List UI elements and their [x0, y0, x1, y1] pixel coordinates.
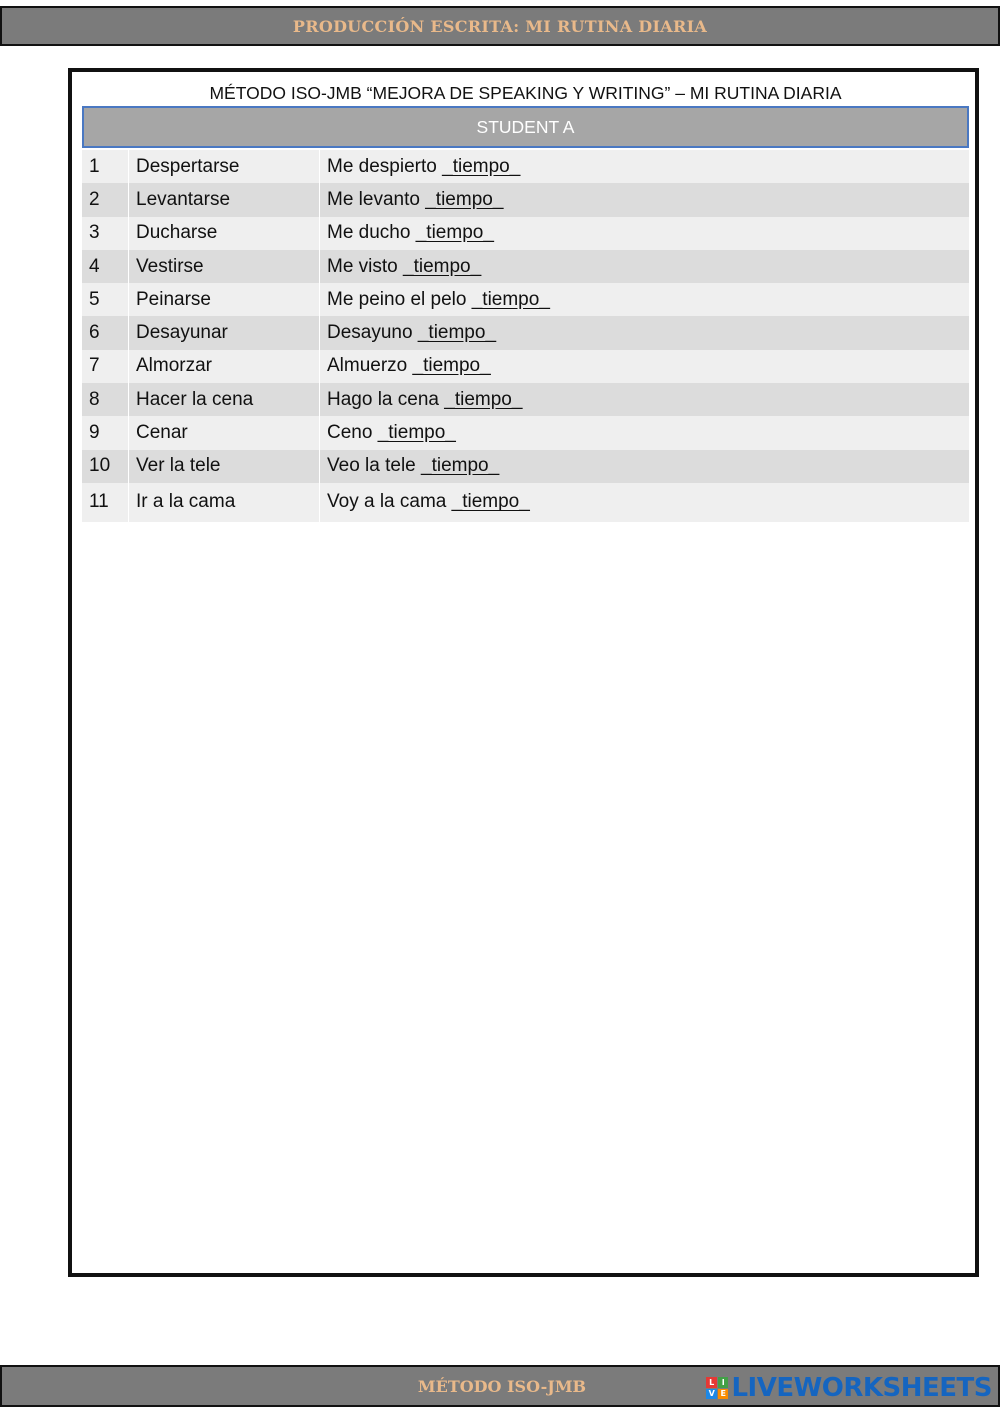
row-sentence: [320, 350, 969, 383]
row-infinitive: Ir a la cama: [128, 483, 320, 522]
row-number: 5: [89, 288, 100, 310]
row-sentence: [320, 416, 969, 449]
row-infinitive: Ducharse: [128, 217, 320, 250]
table-row: [82, 183, 969, 216]
sentence-text: Almuerzo: [327, 355, 408, 377]
row-infinitive: Ver la tele: [128, 450, 320, 483]
row-sentence: [320, 483, 969, 522]
answer-blank[interactable]: _tiempo_: [421, 455, 500, 477]
answer-blank[interactable]: _tiempo_: [444, 388, 523, 410]
row-infinitive: Vestirse: [128, 250, 320, 283]
row-sentence: [320, 283, 969, 316]
row-number: 1: [89, 155, 100, 177]
table-row: [82, 483, 969, 522]
table-row: [82, 250, 969, 283]
answer-blank[interactable]: _tiempo_: [425, 188, 504, 210]
row-infinitive: Cenar: [128, 416, 320, 449]
bottom-banner: [0, 1365, 1000, 1407]
sentence-text: Desayuno: [327, 322, 413, 344]
sentence-text: Me despierto: [327, 155, 437, 177]
liveworksheets-mark-icon: L I V E: [706, 1377, 728, 1399]
answer-blank[interactable]: _tiempo_: [377, 422, 456, 444]
worksheet-frame: [68, 68, 979, 1277]
worksheet-heading: PRODUCCIÓN ESCRITA: MI RUTINA DIARIA: [292, 16, 708, 36]
row-number: 8: [89, 388, 100, 410]
row-number: 4: [89, 255, 100, 277]
routine-table: [82, 150, 969, 522]
table-row: [82, 150, 969, 183]
answer-blank[interactable]: _tiempo_: [442, 155, 521, 177]
sheet-title: MÉTODO ISO-JMB “MEJORA DE SPEAKING Y WRITING” – MI RUTINA DIARIA: [209, 82, 842, 103]
answer-blank[interactable]: _tiempo_: [417, 322, 497, 344]
row-sentence: [320, 316, 969, 349]
student-label-bar: [82, 106, 969, 148]
sentence-text: Hago la cena: [327, 388, 439, 410]
row-sentence: [320, 383, 969, 416]
sentence-text: Voy a la cama: [327, 491, 447, 513]
row-number: 7: [89, 355, 100, 377]
table-row: [82, 316, 969, 349]
row-number: 6: [89, 322, 100, 344]
answer-blank[interactable]: _tiempo_: [415, 222, 494, 244]
table-row: [82, 350, 969, 383]
sentence-text: Me visto: [327, 255, 398, 277]
table-row: [82, 416, 969, 449]
answer-blank[interactable]: _tiempo_: [412, 355, 491, 377]
sentence-text: Me ducho: [327, 222, 411, 244]
row-number: 2: [89, 188, 100, 210]
row-infinitive: Levantarse: [128, 183, 320, 216]
row-infinitive: Despertarse: [128, 150, 320, 183]
row-sentence: [320, 217, 969, 250]
student-label: STUDENT A: [476, 116, 575, 137]
sentence-text: Ceno: [327, 422, 373, 444]
table-row: [82, 450, 969, 483]
answer-blank[interactable]: _tiempo_: [471, 288, 550, 310]
row-infinitive: Desayunar: [128, 316, 320, 349]
sentence-text: Me levanto: [327, 188, 420, 210]
row-sentence: [320, 183, 969, 216]
liveworksheets-wordmark: LIVEWORKSHEETS: [731, 1373, 992, 1403]
row-number: 10: [89, 455, 111, 477]
row-sentence: [320, 450, 969, 483]
row-infinitive: Hacer la cena: [128, 383, 320, 416]
liveworksheets-logo[interactable]: [706, 1375, 992, 1401]
row-infinitive: Almorzar: [128, 350, 320, 383]
table-row: [82, 217, 969, 250]
sentence-text: Veo la tele: [327, 455, 416, 477]
row-number: 11: [89, 491, 109, 513]
table-row: [82, 283, 969, 316]
answer-blank[interactable]: _tiempo_: [451, 491, 530, 513]
row-sentence: [320, 150, 969, 183]
table-row: [82, 383, 969, 416]
top-banner: [0, 6, 1000, 46]
row-infinitive: Peinarse: [128, 283, 320, 316]
row-sentence: [320, 250, 969, 283]
sentence-text: Me peino el pelo: [327, 288, 467, 310]
footer-text: MÉTODO ISO-JMB: [417, 1376, 587, 1396]
row-number: 3: [89, 222, 100, 244]
row-number: 9: [89, 422, 100, 444]
answer-blank[interactable]: _tiempo_: [403, 255, 482, 277]
